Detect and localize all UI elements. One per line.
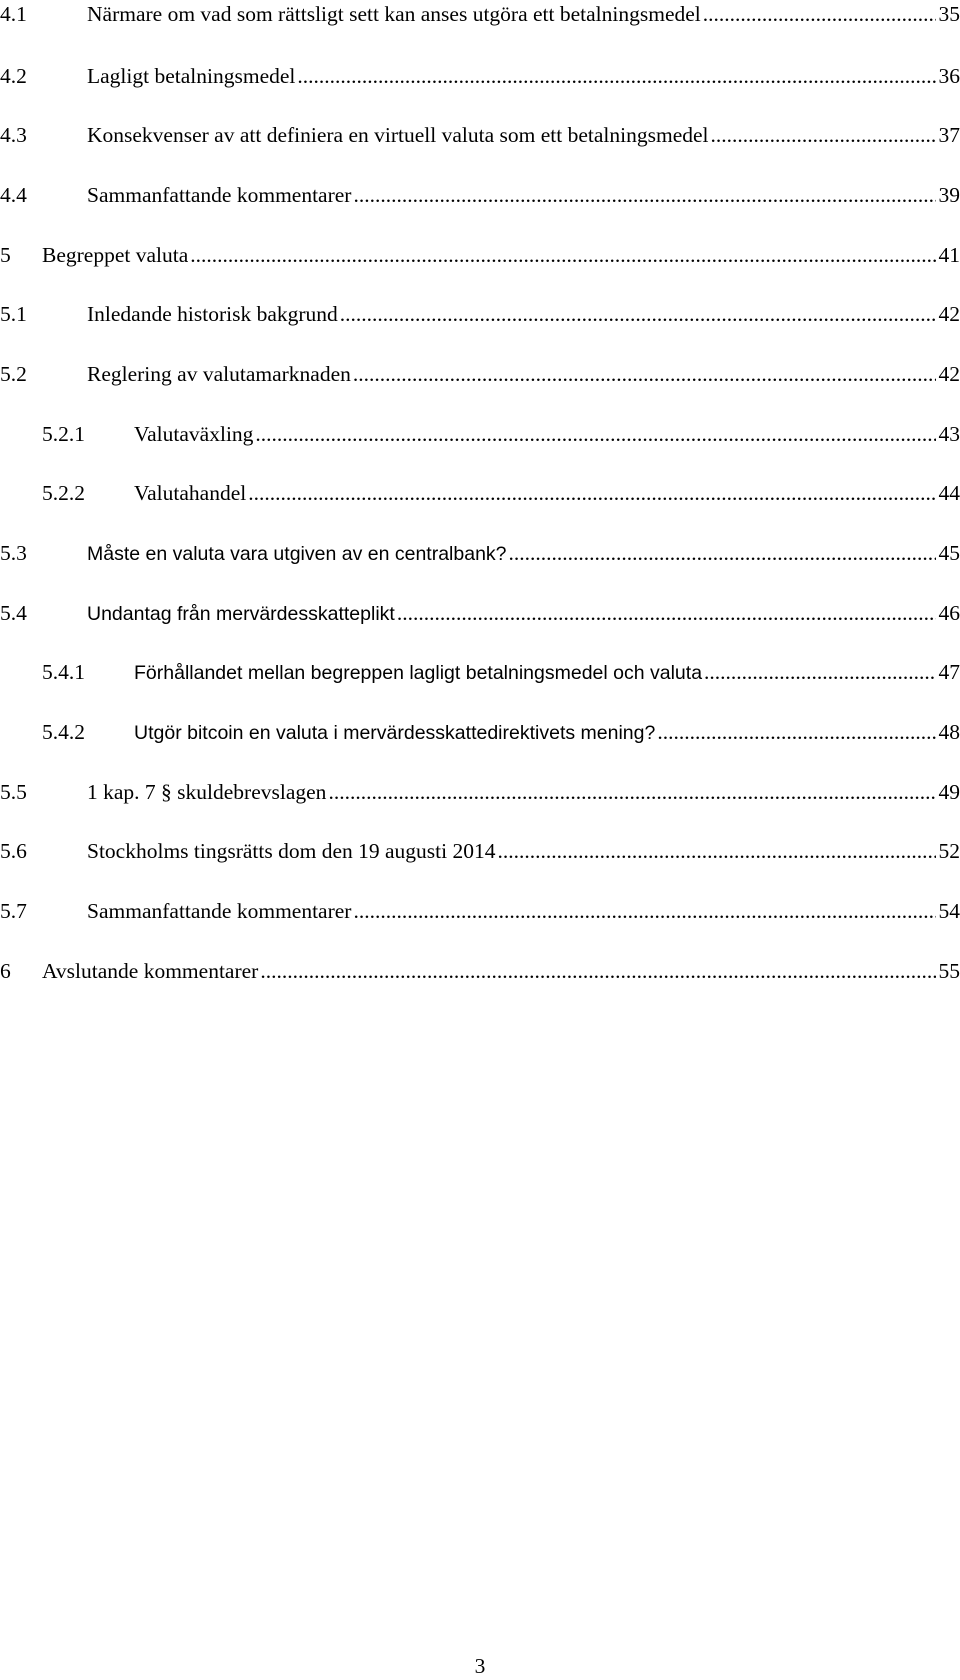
toc-entry-page: 52 — [938, 839, 960, 863]
dot-leader — [704, 656, 935, 688]
toc-entry-page: 48 — [938, 720, 960, 744]
dot-leader — [498, 835, 936, 867]
toc-entry-title: Konsekvenser av att definiera en virtuell valuta som ett betalningsmedel — [87, 123, 709, 147]
toc-entry-title: Inledande historisk bakgrund — [87, 302, 338, 326]
toc-entry-page: 49 — [938, 780, 960, 804]
toc-entry-title: Närmare om vad som rättsligt sett kan anses utgöra ett betalningsmedel — [87, 2, 701, 26]
toc-entry-5-7[interactable] — [0, 895, 960, 927]
toc-entry-5-2-1[interactable] — [42, 418, 960, 450]
toc-entry-page: 41 — [938, 243, 960, 267]
toc-entry-title: Sammanfattande kommentarer — [87, 899, 352, 923]
dot-leader — [397, 597, 936, 629]
toc-entry-page: 46 — [938, 601, 960, 625]
toc-entry-number: 5.4 — [0, 601, 27, 625]
toc-entry-title: Förhållandet mellan begreppen lagligt betalningsmedel och valuta — [134, 662, 703, 684]
dot-leader — [353, 358, 936, 390]
toc-entry-6[interactable] — [0, 955, 960, 987]
toc-entry-5-6[interactable] — [0, 835, 960, 867]
toc-entry-page: 35 — [938, 2, 960, 26]
toc-entry-title: Begreppet valuta — [42, 243, 189, 267]
toc-entry-number: 5.7 — [0, 899, 27, 923]
toc-entry-4-1[interactable] — [0, 0, 960, 30]
dot-leader — [703, 0, 936, 30]
toc-entry-page: 42 — [938, 302, 960, 326]
toc-entry-page: 55 — [938, 959, 960, 983]
toc-entry-5-4-1[interactable] — [42, 656, 960, 688]
toc-entry-title: Undantag från mervärdesskatteplikt — [87, 603, 395, 625]
toc-entry-title: Avslutande kommentarer — [42, 959, 259, 983]
toc-entry-5-5[interactable] — [0, 776, 960, 808]
toc-entry-5-2[interactable] — [0, 358, 960, 390]
toc-entry-title: 1 kap. 7 § skuldebrevslagen — [87, 780, 327, 804]
toc-entry-5-2-2[interactable] — [42, 477, 960, 509]
dot-leader — [248, 477, 935, 509]
toc-entry-number: 5.4.2 — [42, 720, 85, 744]
toc-entry-5-4-2[interactable] — [42, 716, 960, 748]
page-number: 3 — [474, 1654, 486, 1678]
toc-entry-number: 5.2.2 — [42, 481, 85, 505]
toc-entry-number: 4.1 — [0, 2, 27, 26]
dot-leader — [657, 716, 935, 748]
toc-entry-title: Valutahandel — [134, 481, 247, 505]
toc-entry-5-1[interactable] — [0, 298, 960, 330]
dot-leader — [190, 239, 935, 271]
dot-leader — [297, 60, 935, 92]
toc-entry-page: 45 — [938, 541, 960, 565]
toc-entry-page: 39 — [938, 183, 960, 207]
toc-entry-number: 4.2 — [0, 64, 27, 88]
toc-entry-number: 5.4.1 — [42, 660, 85, 684]
dot-leader — [509, 537, 936, 569]
toc-entry-4-4[interactable] — [0, 179, 960, 211]
toc-entry-5-4[interactable] — [0, 597, 960, 629]
toc-entry-5[interactable] — [0, 239, 960, 271]
toc-entry-number: 5.5 — [0, 780, 27, 804]
toc-entry-page: 43 — [938, 422, 960, 446]
toc-entry-5-3[interactable] — [0, 537, 960, 569]
toc-entry-number: 5.2 — [0, 362, 27, 386]
dot-leader — [260, 955, 935, 987]
dot-leader — [353, 895, 935, 927]
toc-entry-title: Valutaväxling — [134, 422, 254, 446]
toc-entry-page: 44 — [938, 481, 960, 505]
dot-leader — [711, 119, 936, 151]
toc-entry-number: 5.1 — [0, 302, 27, 326]
toc-entry-page: 47 — [938, 660, 960, 684]
dot-leader — [353, 179, 935, 211]
toc-entry-title: Stockholms tingsrätts dom den 19 augusti 2014 — [87, 839, 496, 863]
toc-entry-number: 5.2.1 — [42, 422, 85, 446]
dot-leader — [255, 418, 935, 450]
toc-entry-title: Lagligt betalningsmedel — [87, 64, 296, 88]
toc-entry-number: 5.6 — [0, 839, 27, 863]
toc-entry-number: 5.3 — [0, 541, 27, 565]
toc-entry-page: 54 — [938, 899, 960, 923]
toc-entry-4-2[interactable] — [0, 60, 960, 92]
toc-entry-title: Måste en valuta vara utgiven av en centralbank? — [87, 543, 507, 565]
toc-entry-number: 6 — [0, 959, 11, 983]
toc-entry-4-3[interactable] — [0, 119, 960, 151]
toc-entry-page: 42 — [938, 362, 960, 386]
toc-entry-number: 4.3 — [0, 123, 27, 147]
toc-entry-title: Sammanfattande kommentarer — [87, 183, 352, 207]
dot-leader — [328, 776, 935, 808]
toc-entry-page: 36 — [938, 64, 960, 88]
toc-entry-number: 4.4 — [0, 183, 27, 207]
toc-entry-title: Reglering av valutamarknaden — [87, 362, 351, 386]
toc-entry-title: Utgör bitcoin en valuta i mervärdesskattedirektivets mening? — [134, 722, 656, 744]
toc-entry-number: 5 — [0, 243, 11, 267]
toc-entry-page: 37 — [938, 123, 960, 147]
dot-leader — [340, 298, 936, 330]
